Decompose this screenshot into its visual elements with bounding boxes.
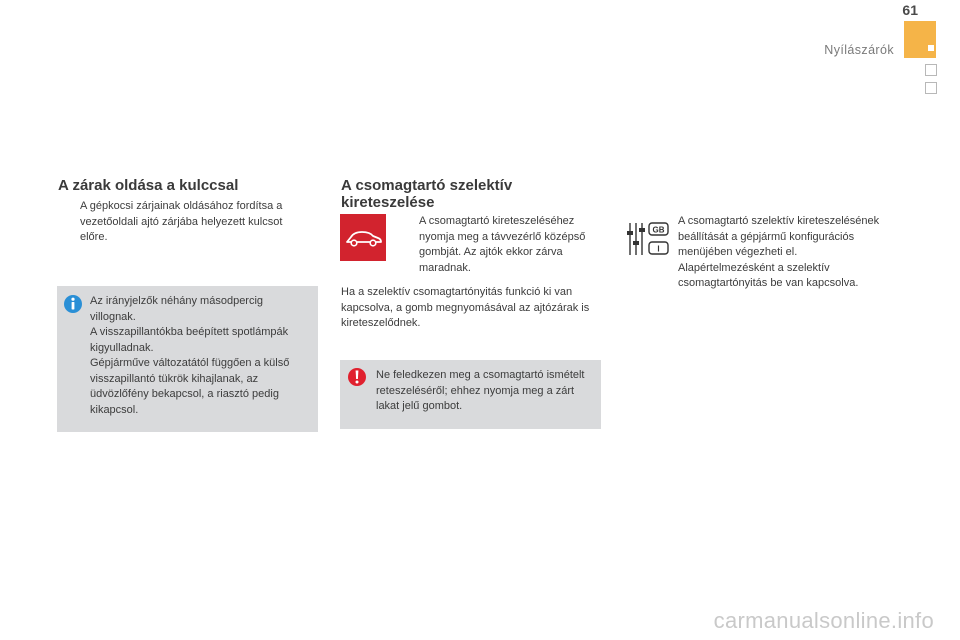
icon-label-gb: GB: [652, 225, 665, 235]
chapter-tab-active[interactable]: [904, 21, 936, 58]
slider-settings-icon: [625, 221, 669, 257]
page-number: 61: [902, 2, 918, 18]
info-box-text: Az irányjelzők néhány másodpercig villognak. A visszapillantókba beépített spotlámpák kigyulladnak. Gépjárműve változatától függően a külső visszapillantó tükrök kihajlanak, az üdvözlőfény bekapcsol, a riasztó pedig kikapcsol.: [90, 295, 290, 416]
settings-menu-icon: [625, 221, 669, 257]
trunk-unlock-instruction: A csomagtartó kireteszeléséhez nyomja meg a távvezérlő középső gombját. Az ajtók ekkor zárva maradnak.: [419, 215, 586, 274]
watermark: carmanualsonline.info: [713, 608, 934, 633]
info-icon: [63, 294, 83, 314]
section-heading-key-unlock: A zárak oldása a kulccsal: [58, 177, 239, 194]
warning-icon: [347, 367, 367, 387]
warning-box-text: Ne feledkezen meg a csomagtartó ismételt reteszeléséről; ehhez nyomja meg a zárt lakat jelű gombot.: [376, 369, 585, 412]
icon-label-i: I: [657, 244, 660, 254]
remote-trunk-button-icon: [340, 214, 386, 261]
warning-box: [340, 360, 601, 429]
selective-unlock-note: Ha a szelektív csomagtartónyitás funkció ki van kapcsolva, a gomb megnyomásával az ajtózárak is kireteszelődnek.: [341, 286, 590, 329]
chapter-tab-empty-2[interactable]: [925, 82, 937, 94]
key-unlock-instruction: A gépkocsi zárjainak oldásához fordítsa a vezetőoldali ajtó zárjába helyezett kulcsot előre.: [80, 200, 283, 243]
info-box: [57, 286, 318, 432]
chapter-tab-empty-1[interactable]: [925, 64, 937, 76]
chapter-title: Nyílászárók: [824, 43, 894, 57]
car-icon: [340, 214, 386, 261]
section-heading-selective-unlock: A csomagtartó szelektív kireteszelése: [341, 177, 513, 211]
tab-marker: [928, 45, 934, 51]
configuration-menu-note: A csomagtartó szelektív kireteszelésének beállítását a gépjármű konfigurációs menüjében végezheti el. Alapértelmezésként a szelektív csomagtartónyitás be van kapcsolva.: [678, 215, 880, 289]
